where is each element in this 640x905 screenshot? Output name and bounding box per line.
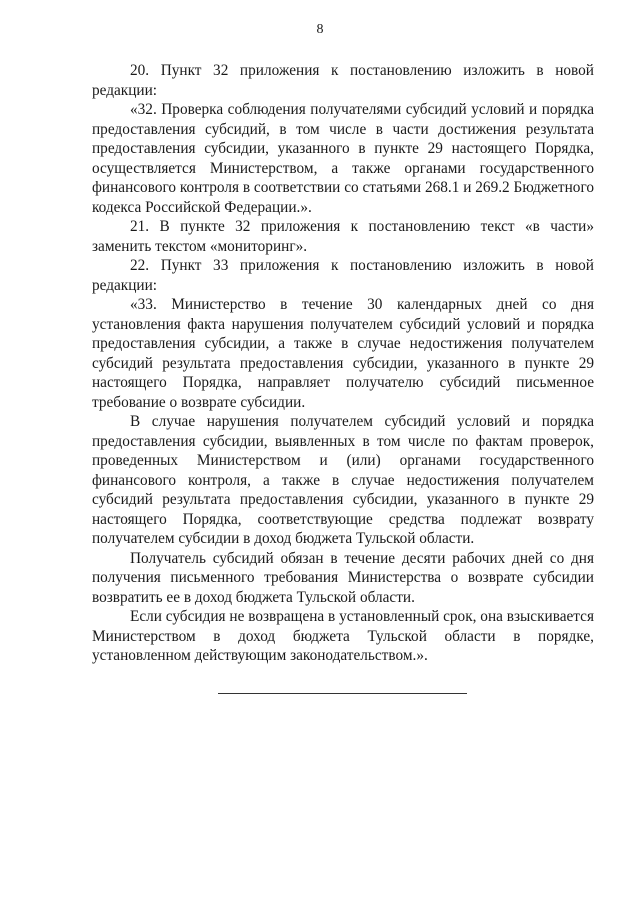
paragraph-item-22: 22. Пункт 33 приложения к постановлению изложить в новой редакции: xyxy=(92,257,594,294)
paragraph-quote-32: «32. Проверка соблюдения получателями субсидий условий и порядка предоставления субсидий, в том числе в части достижения результата предоставления субсидии, указанного в пункте 29 настоящего Порядка, осуществляется Министерством, а также органами государственного финансового контроля в соответствии со статьями 268.1 и 269.2 Бюджетного кодекса Российской Федерации.». xyxy=(92,101,594,216)
paragraph-item-21: 21. В пункте 32 приложения к постановлению текст «в части» заменить текстом «мониторинг». xyxy=(92,218,594,255)
closing-divider-line xyxy=(218,693,467,694)
paragraph-violation: В случае нарушения получателем субсидий условий и порядка предоставления субсидии, выявленных в том числе по фактам проверок, проведенных Министерством и (или) органами государственного финансового контроля, а также в случае недостижения получателем субсидий результата предоставления субсидии, указанного в пункте 29 настоящего Порядка, соответствующие средства подлежат возврату получателем субсидии в доход бюджета Тульской области. xyxy=(92,413,594,547)
page-number: 8 xyxy=(316,22,324,37)
paragraph-quote-33: «33. Министерство в течение 30 календарных дней со дня установления факта нарушения получателем субсидий условий и порядка предоставления субсидии, а также в случае недостижения получателем субсидий результата предоставления субсидии, указанного в пункте 29 настоящего Порядка, направляет получателю субсидий письменное требование о возврате субсидии. xyxy=(92,296,594,411)
paragraph-item-20: 20. Пункт 32 приложения к постановлению изложить в новой редакции: xyxy=(92,62,594,99)
document-body xyxy=(92,61,594,666)
paragraph-recovery: Если субсидия не возвращена в установленный срок, она взыскивается Министерством в доход бюджета Тульской области в порядке, установленном действующим законодательством.». xyxy=(92,608,594,664)
paragraph-return-deadline: Получатель субсидий обязан в течение десяти рабочих дней со дня получения письменного требования Министерства о возврате субсидии возвратить ее в доход бюджета Тульской области. xyxy=(92,549,594,606)
